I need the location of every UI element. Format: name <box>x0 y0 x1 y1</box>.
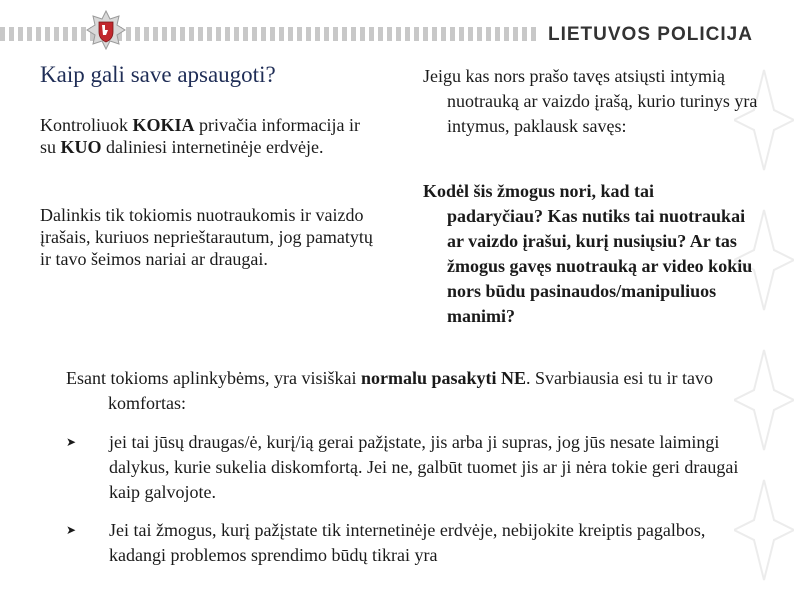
brand-logo-text: LIETUVOS POLICIJA <box>548 24 753 45</box>
section-title: Kaip gali save apsaugoti? <box>40 62 276 87</box>
header-band <box>0 0 794 48</box>
list-item-text: jei tai jūsų draugas/ė, kurį/ią gerai pažįstate, jis arba ji supras, jog jūs nesate laimingi dalykus, kurie sukelia diskomfortą. Jei ne, galbūt tuomet jis ar ji nėra tokie geri draugai kaip galvojote. <box>109 432 739 502</box>
arrowhead-bullet-icon: ➤ <box>66 435 77 449</box>
header-stripe <box>0 27 540 41</box>
left-paragraph-2: Dalinkis tik tokiomis nuotraukomis ir vaizdo įrašais, kuriuos neprieštarautum, jog pamatytų ir tavo šeimos nariai ar draugai. <box>40 205 373 269</box>
arrowhead-bullet-icon: ➤ <box>66 523 77 537</box>
right-paragraph-1: Jeigu kas nors prašo tavęs atsiųsti intymią nuotrauką ar vaizdo įrašą, kurio turinys yra intymus, paklausk savęs: <box>423 66 758 136</box>
police-star-emblem-icon <box>86 10 126 54</box>
right-paragraph-2-questions: Kodėl šis žmogus nori, kad tai padaryčiau? Kas nutiks tai nuotraukai ar vaizdo įrašui, kurį nusiųsiu? Ar tas žmogus gavęs nuotrauką ar video kokiu nors būdu pasinaudos/manipuliuos manimi? <box>423 181 753 326</box>
list-item-text: Jei tai žmogus, kurį pažįstate tik internetinėje erdvėje, nebijokite kreiptis pagalbos, kadangi problemos sprendimo būdų tikrai yra <box>109 520 706 565</box>
left-paragraph-1: Kontroliuok KOKIA privačia informacija ir su KUO daliniesi internetinėje erdvėje. <box>40 115 360 157</box>
main-intro-paragraph: Esant tokioms aplinkybėms, yra visiškai normalu pasakyti NE. Svarbiausia esi tu ir tavo komfortas: <box>66 368 713 413</box>
